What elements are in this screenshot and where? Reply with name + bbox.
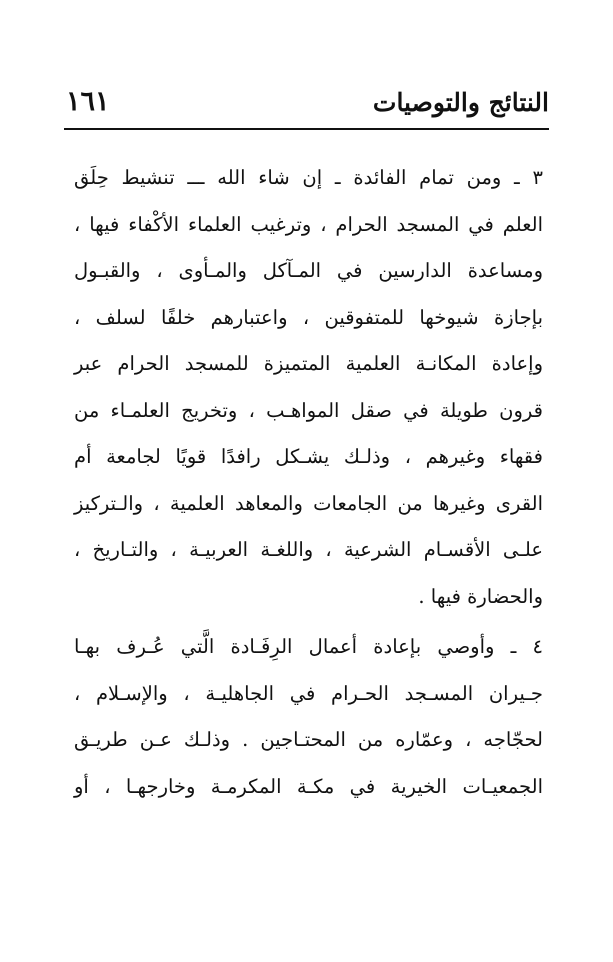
- text-line: قرون طويلة في صقل المواهـب ، وتخريج العلمـاء من: [74, 398, 543, 422]
- running-header: [64, 84, 549, 128]
- text-line: بإجازة شيوخها للمتفوقين ، واعتبارهم خلفًا لسلف ،: [74, 305, 543, 329]
- text-line: الجمعيـات الخيرية في مكـة المكرمـة وخارجهـا ، أو: [74, 774, 543, 798]
- header-divider: [64, 128, 549, 130]
- paragraph-3: [74, 160, 543, 625]
- text-line: علـى الأقسـام الشرعية ، واللغـة العربيـة ، والتـاريخ ،: [74, 538, 543, 561]
- text-line: فقهاء وغيرهم ، وذلـك يشـكل رافدًا قويًا لجامعة أم: [74, 445, 543, 468]
- paragraph-4: [74, 629, 543, 815]
- body-text: [74, 160, 543, 815]
- chapter-title: النتائج والتوصيات: [372, 88, 549, 117]
- text-line: والحضارة فيها .: [418, 584, 543, 608]
- text-line: جـيران المسـجد الحـرام في الجاهليـة ، والإسـلام ،: [74, 681, 543, 705]
- text-line: وإعادة المكانـة العلمية المتميزة للمسجد الحرام عبر: [74, 352, 543, 375]
- text-line: ٣ ـ ومن تمام الفائدة ـ إن شاء الله ـــ تنشيط حِلَق: [74, 166, 543, 189]
- text-line: القرى وغيرها من الجامعات والمعاهد العلمية ، والـتركيز: [74, 491, 543, 515]
- page-number: ١٦١: [66, 86, 110, 117]
- text-line: لحجّاجه ، وعمّاره من المحتـاجين . وذلـك عـن طريـق: [74, 728, 543, 751]
- text-line: ٤ ـ وأوصي بإعادة أعمال الرِفَـادة الَّتي عُـرف بهـا: [74, 635, 543, 658]
- text-line: ومساعدة الدارسين في المـآكل والمـأوى ، والقبـول: [74, 259, 543, 282]
- text-line: العلم في المسجد الحرام ، وترغيب العلماء الأكْفاء فيها ،: [74, 212, 543, 236]
